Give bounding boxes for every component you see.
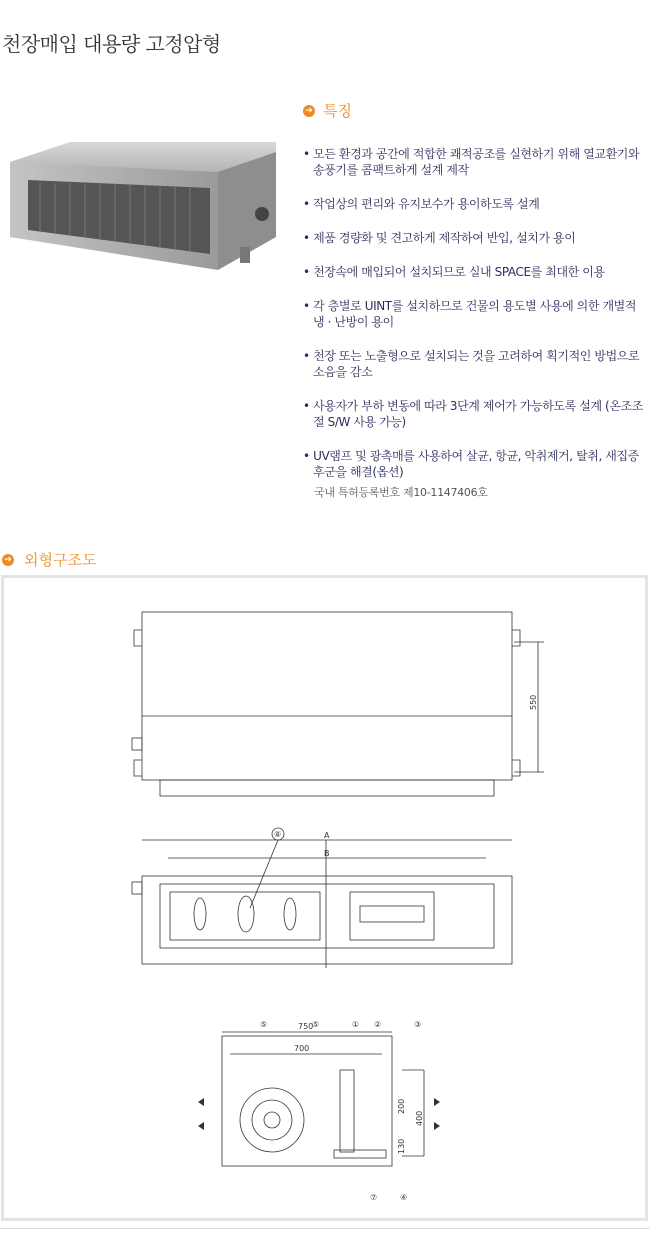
side-view-drawing: [198, 1020, 440, 1202]
features-list: [303, 146, 648, 480]
svg-text:②: ②: [374, 1020, 382, 1029]
feature-item: • 작업상의 편리와 유지보수가 용이하도록 설계: [303, 197, 540, 211]
svg-text:200: 200: [397, 1098, 406, 1114]
divider: [0, 1228, 650, 1229]
feature-item: • 모든 환경과 공간에 적합한 쾌적공조를 실현하기 위해 열교환기와 송풍기를 콤팩트하게 설계 제작: [303, 147, 640, 177]
front-view-drawing: [132, 828, 512, 968]
svg-text:130: 130: [397, 1138, 406, 1154]
svg-text:⑦: ⑦: [370, 1193, 378, 1202]
dimensions-heading: ➔ 외형구조도: [2, 549, 96, 570]
feature-item: • UV램프 및 광촉매를 사용하여 살균, 항균, 악취제거, 탈취, 새집증후군을 해결(옵션): [303, 449, 639, 479]
feature-item: • 각 층별로 UINT를 설치하므로 건물의 용도별 사용에 의한 개별적 냉 · 난방이 용이: [303, 299, 637, 329]
patent-number: 국내 특허등록번호 제10-1147406호: [314, 486, 488, 499]
page-title: 천장매입 대용량 고정압형: [2, 32, 221, 56]
svg-text:A: A: [324, 831, 330, 840]
top-view-drawing: [132, 612, 544, 796]
svg-text:③: ③: [414, 1020, 422, 1029]
feature-item: • 제품 경량화 및 견고하게 제작하여 반입, 설치가 용이: [303, 231, 576, 245]
svg-text:⑤: ⑤: [312, 1020, 320, 1029]
svg-text:⑧: ⑧: [274, 830, 282, 839]
feature-item: • 사용자가 부하 변동에 따라 3단계 제어가 가능하도록 설계 (온조조절 S/W 사용 가능): [303, 399, 643, 429]
arrow-circle-icon: ➔: [303, 105, 315, 117]
arrow-circle-icon: ➔: [2, 554, 14, 566]
svg-text:400: 400: [415, 1110, 424, 1126]
svg-text:④: ④: [400, 1193, 408, 1202]
dim-550: 550: [529, 694, 538, 710]
svg-text:750: 750: [298, 1022, 314, 1031]
svg-text:700: 700: [294, 1044, 310, 1053]
feature-item: • 천장 또는 노출형으로 설치되는 것을 고려하여 획기적인 방법으로 소음을 감소: [303, 349, 640, 379]
feature-item: • 천장속에 매입되어 설치되므로 실내 SPACE를 최대한 이용: [303, 265, 605, 279]
svg-text:B: B: [324, 849, 330, 858]
features-heading: ➔ 특징: [303, 100, 352, 121]
product-photo: [10, 142, 276, 277]
svg-text:①: ①: [352, 1020, 360, 1029]
dimension-drawing: [1, 575, 648, 1221]
svg-text:⑤: ⑤: [260, 1020, 268, 1029]
